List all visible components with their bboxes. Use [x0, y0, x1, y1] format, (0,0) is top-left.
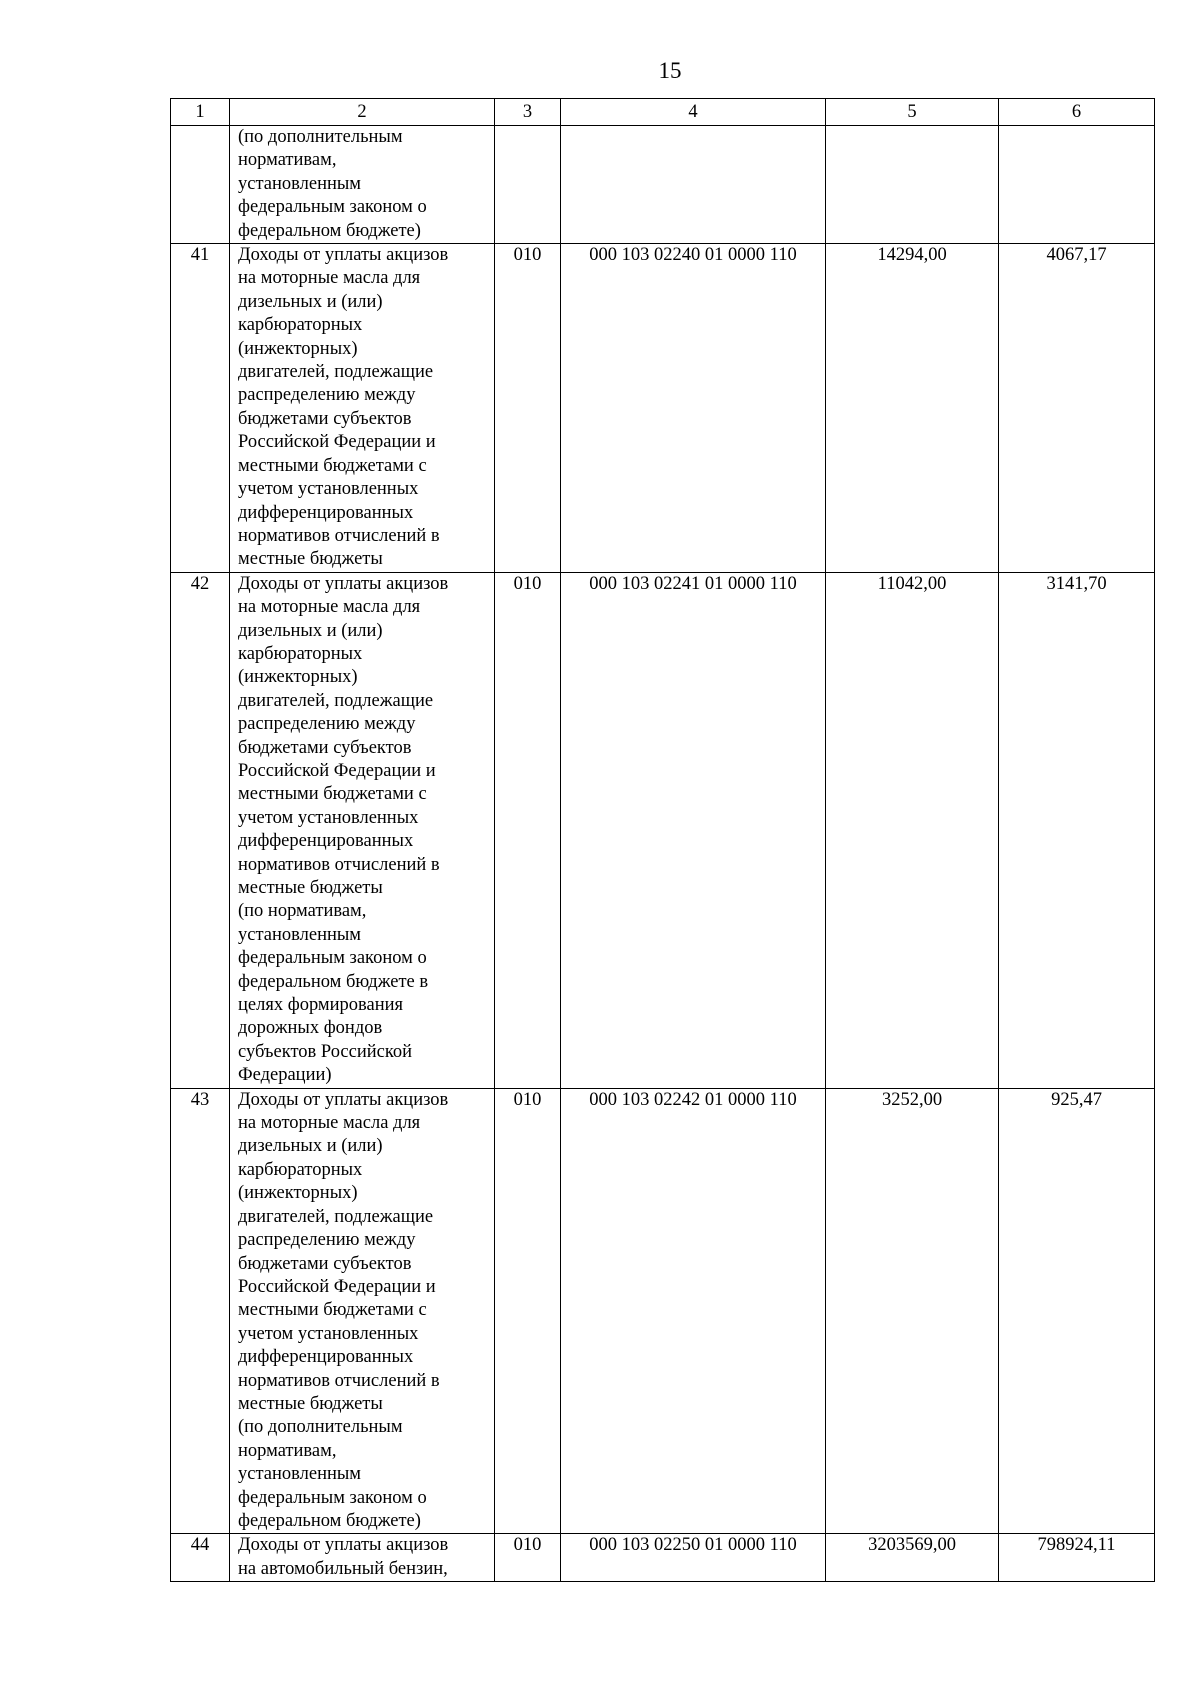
- planned-amount-cell: 11042,00: [826, 572, 999, 1088]
- description-line: Федерации): [238, 1065, 332, 1086]
- description-line: карбюраторных: [238, 315, 363, 336]
- actual-amount-cell: 925,47: [999, 1088, 1155, 1534]
- description-line: бюджетами субъектов: [238, 408, 412, 429]
- table-row: [171, 1088, 1155, 1534]
- description-line: федеральным законом о: [238, 948, 427, 969]
- description-line: двигателей, подлежащие: [238, 1206, 434, 1227]
- column-header: 5: [826, 99, 999, 126]
- column-header: 4: [561, 99, 826, 126]
- description-line: (инжекторных): [238, 667, 358, 688]
- description-line: местные бюджеты: [238, 878, 383, 898]
- description-line: (по нормативам,: [238, 901, 367, 922]
- description-line: Российской Федерации и: [238, 432, 436, 453]
- description-line: установленным: [238, 1464, 362, 1485]
- description-line: учетом установленных: [238, 1323, 419, 1344]
- description-line: двигателей, подлежащие: [238, 690, 434, 711]
- description-line: нормативов отчислений в: [238, 1370, 440, 1391]
- description-line: нормативам,: [238, 1440, 337, 1461]
- column-header: 2: [230, 99, 495, 126]
- description-cell: [230, 572, 495, 1088]
- description-line: местными бюджетами с: [238, 1300, 427, 1321]
- budget-classification-code-cell: 000 103 02240 01 0000 110: [561, 244, 826, 573]
- description-line: учетом установленных: [238, 807, 419, 828]
- description-line: федеральном бюджете в: [238, 971, 429, 992]
- administrator-code-cell: 010: [495, 244, 561, 573]
- row-number-cell: [171, 126, 230, 244]
- description-line: (по дополнительным: [238, 127, 403, 147]
- column-header: 3: [495, 99, 561, 126]
- column-header: 6: [999, 99, 1155, 126]
- description-line: двигателей, подлежащие: [238, 362, 434, 383]
- description-line: дизельных и (или): [238, 1136, 383, 1157]
- description-line: дифференцированных: [238, 1347, 414, 1368]
- row-number-cell: 43: [171, 1088, 230, 1534]
- row-number-cell: 42: [171, 572, 230, 1088]
- description-line: распределению между: [238, 714, 416, 735]
- actual-amount-cell: 3141,70: [999, 572, 1155, 1088]
- description-line: Доходы от уплаты акцизов: [238, 573, 449, 594]
- description-cell: [230, 244, 495, 573]
- row-number-cell: 44: [171, 1534, 230, 1582]
- description-line: (инжекторных): [238, 338, 358, 359]
- administrator-code-cell: 010: [495, 1088, 561, 1534]
- description-line: бюджетами субъектов: [238, 1253, 412, 1274]
- description-line: федеральным законом о: [238, 197, 427, 218]
- description-line: на автомобильный бензин,: [238, 1558, 448, 1579]
- description-line: карбюраторных: [238, 643, 363, 664]
- description-cell: [230, 126, 495, 244]
- description-line: распределению между: [238, 385, 416, 406]
- column-header: 1: [171, 99, 230, 126]
- description-line: карбюраторных: [238, 1159, 363, 1180]
- description-line: на моторные масла для: [238, 268, 421, 289]
- description-line: дифференцированных: [238, 502, 414, 523]
- actual-amount-cell: [999, 126, 1155, 244]
- actual-amount-cell: 798924,11: [999, 1534, 1155, 1582]
- description-line: местными бюджетами с: [238, 455, 427, 476]
- description-line: Доходы от уплаты акцизов: [238, 1089, 449, 1110]
- description-line: федеральным законом о: [238, 1487, 427, 1508]
- description-line: субъектов Российской: [238, 1041, 413, 1062]
- description-line: установленным: [238, 924, 362, 945]
- description-cell: [230, 1088, 495, 1534]
- description-line: установленным: [238, 173, 362, 194]
- description-line: нормативам,: [238, 150, 337, 171]
- description-line: дорожных фондов: [238, 1018, 383, 1039]
- description-line: (по дополнительным: [238, 1417, 403, 1438]
- description-cell: [230, 1534, 495, 1582]
- table-row: [171, 244, 1155, 573]
- description-line: Российской Федерации и: [238, 760, 436, 781]
- description-line: дизельных и (или): [238, 291, 383, 312]
- row-number-cell: 41: [171, 244, 230, 573]
- description-line: местные бюджеты: [238, 549, 383, 570]
- description-line: федеральном бюджете): [238, 1510, 421, 1531]
- description-line: дизельных и (или): [238, 620, 383, 641]
- description-line: Доходы от уплаты акцизов: [238, 245, 449, 266]
- table-row: [171, 572, 1155, 1088]
- description-line: федеральном бюджете): [238, 220, 421, 241]
- actual-amount-cell: 4067,17: [999, 244, 1155, 573]
- description-line: нормативов отчислений в: [238, 525, 440, 546]
- description-line: на моторные масла для: [238, 1113, 421, 1134]
- description-line: Доходы от уплаты акцизов: [238, 1535, 449, 1556]
- administrator-code-cell: 010: [495, 1534, 561, 1582]
- planned-amount-cell: 14294,00: [826, 244, 999, 573]
- page-number: 15: [658, 58, 682, 83]
- planned-amount-cell: [826, 126, 999, 244]
- description-line: местными бюджетами с: [238, 784, 427, 805]
- budget-classification-code-cell: 000 103 02241 01 0000 110: [561, 572, 826, 1088]
- description-line: местные бюджеты: [238, 1393, 383, 1414]
- description-line: Российской Федерации и: [238, 1276, 436, 1297]
- table-row: [171, 126, 1155, 244]
- description-line: нормативов отчислений в: [238, 854, 440, 875]
- budget-classification-code-cell: 000 103 02242 01 0000 110: [561, 1088, 826, 1534]
- description-line: бюджетами субъектов: [238, 737, 412, 758]
- administrator-code-cell: 010: [495, 572, 561, 1088]
- administrator-code-cell: [495, 126, 561, 244]
- budget-revenue-table: [170, 98, 1155, 1582]
- description-line: на моторные масла для: [238, 597, 421, 618]
- planned-amount-cell: 3203569,00: [826, 1534, 999, 1582]
- description-line: учетом установленных: [238, 479, 419, 500]
- budget-classification-code-cell: 000 103 02250 01 0000 110: [561, 1534, 826, 1582]
- description-line: (инжекторных): [238, 1183, 358, 1204]
- planned-amount-cell: 3252,00: [826, 1088, 999, 1534]
- table-row: [171, 1534, 1155, 1582]
- column-number-header-row: [171, 99, 1155, 126]
- description-line: распределению между: [238, 1230, 416, 1251]
- description-line: дифференцированных: [238, 831, 414, 852]
- description-line: целях формирования: [238, 995, 404, 1016]
- budget-classification-code-cell: [561, 126, 826, 244]
